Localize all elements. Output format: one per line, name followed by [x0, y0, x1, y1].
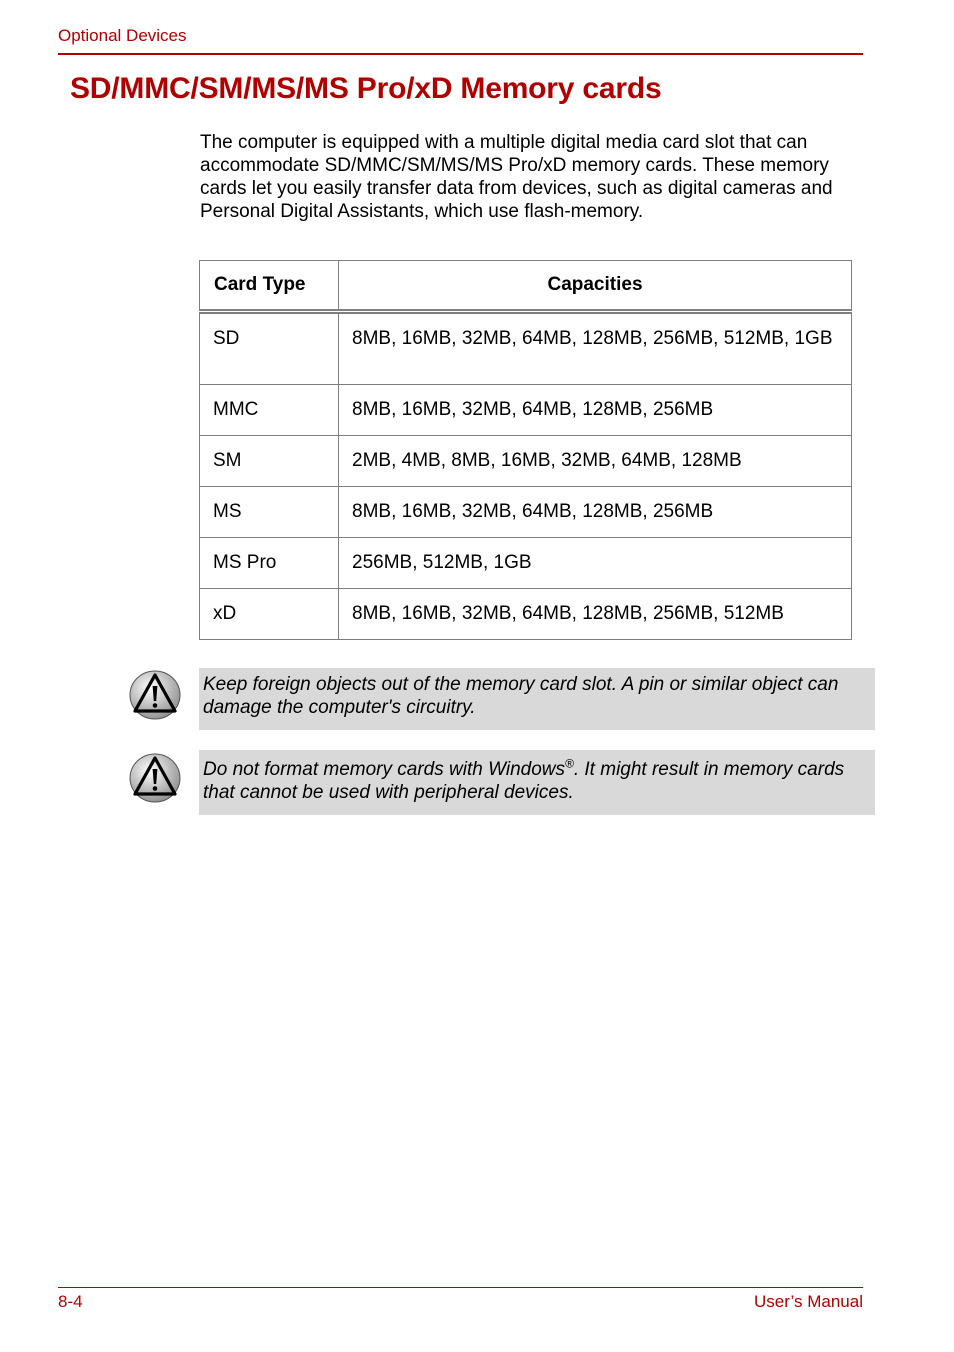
page-title: SD/MMC/SM/MS/MS Pro/xD Memory cards — [70, 72, 662, 105]
warning-note — [199, 750, 875, 815]
card-type-cell: SD — [200, 312, 339, 385]
intro-paragraph: The computer is equipped with a multiple digital media card slot that can accommodate SD/MMC/SM/MS/MS Pro/xD memory cards. These memory cards let you easily transfer data from devices, such as digital cameras and Personal Digital Assistants, which use flash-memory. — [200, 132, 833, 222]
card-type-cell: MS — [200, 487, 339, 538]
table-row — [200, 436, 852, 487]
header-divider — [58, 53, 863, 55]
card-type-cell: MS Pro — [200, 538, 339, 589]
warning-text: Keep foreign objects out of the memory card slot. A pin or similar object can damage the computer's circuitry. — [203, 674, 839, 718]
running-header: Optional Devices — [58, 26, 187, 45]
table-row — [200, 589, 852, 640]
manual-title: User’s Manual — [754, 1292, 863, 1311]
capacities-cell: 2MB, 4MB, 8MB, 16MB, 32MB, 64MB, 128MB — [339, 436, 852, 487]
card-type-cell: MMC — [200, 385, 339, 436]
capacities-cell: 256MB, 512MB, 1GB — [339, 538, 852, 589]
warning-text-end: . It might result in memory cards that cannot be used with peripheral devices. — [203, 759, 845, 803]
table-row — [200, 312, 852, 385]
table-row — [200, 385, 852, 436]
card-type-cell: xD — [200, 589, 339, 640]
capacities-cell: 8MB, 16MB, 32MB, 64MB, 128MB, 256MB, 512MB — [339, 589, 852, 640]
column-header-card-type: Card Type — [200, 261, 339, 312]
column-header-capacities: Capacities — [339, 261, 852, 312]
capacities-cell: 8MB, 16MB, 32MB, 64MB, 128MB, 256MB — [339, 487, 852, 538]
registered-mark: ® — [565, 756, 574, 771]
table-header-row — [200, 261, 852, 312]
warning-icon — [129, 670, 181, 720]
warning-note — [199, 668, 875, 730]
warning-text-start: Do not format memory cards with Windows — [203, 759, 565, 780]
table-row — [200, 487, 852, 538]
table-row — [200, 538, 852, 589]
card-type-cell: SM — [200, 436, 339, 487]
page-number: 8-4 — [58, 1292, 83, 1311]
warning-icon — [129, 753, 181, 803]
warning-text — [199, 750, 875, 804]
memory-card-table — [199, 260, 852, 640]
capacities-cell: 8MB, 16MB, 32MB, 64MB, 128MB, 256MB, 512MB, 1GB — [339, 312, 852, 385]
footer-divider — [58, 1287, 863, 1288]
capacities-cell: 8MB, 16MB, 32MB, 64MB, 128MB, 256MB — [339, 385, 852, 436]
